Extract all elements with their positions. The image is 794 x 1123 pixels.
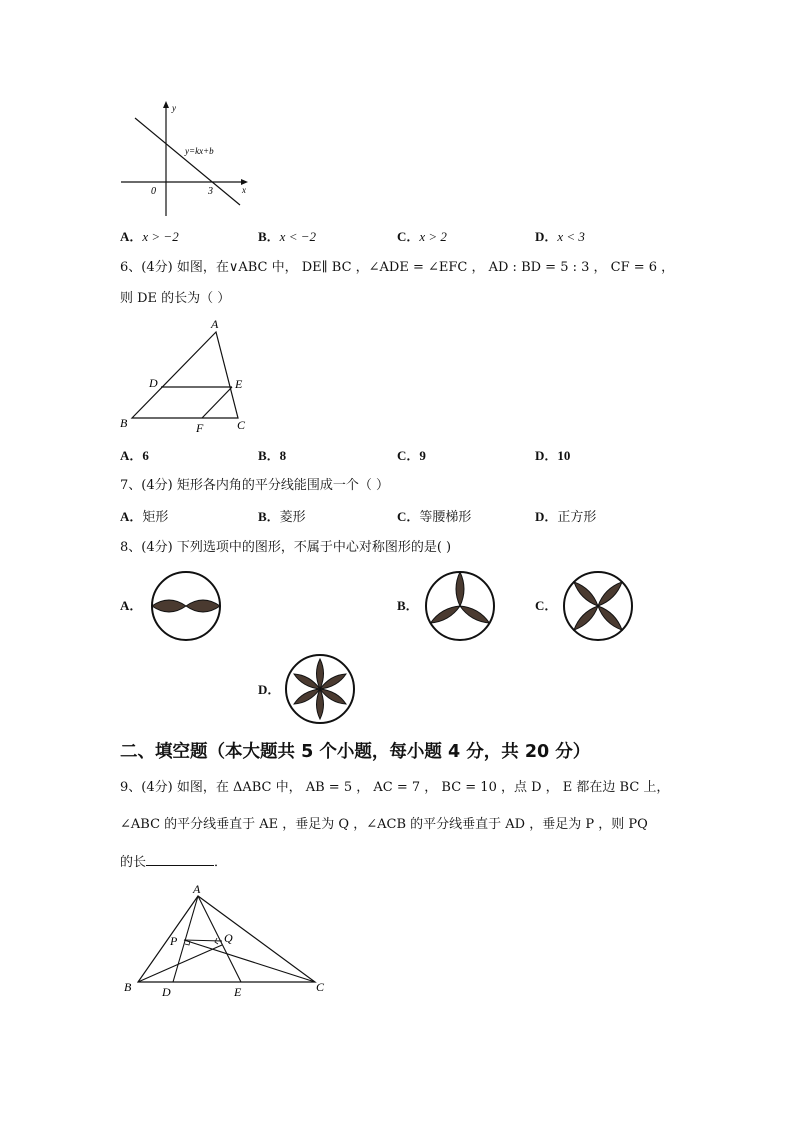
- q5-option-c: [397, 228, 447, 247]
- q8-option-b-figure: [424, 570, 496, 642]
- q9-line2: ∠ABC 的平分线垂直于 AE ，垂足为 Q ，∠ACB 的平分线垂直于 AD ，垂足为 P ，则 PQ: [120, 817, 648, 832]
- segment-ae: [198, 896, 241, 982]
- answer-blank[interactable]: [146, 852, 214, 866]
- q5-option-d: [535, 228, 585, 247]
- option-text: 等腰梯形: [419, 510, 472, 525]
- linear-function-graph: [115, 98, 255, 220]
- function-label: y=kx+b: [185, 146, 214, 156]
- origin-label: 0: [151, 186, 156, 197]
- option-text: 10: [557, 448, 571, 463]
- vertex-a: A: [193, 882, 201, 896]
- option-text: 矩形: [142, 510, 169, 525]
- q8-stem: 8、(4分) 下列选项中的图形，不属于中心对称图形的是( ): [120, 540, 452, 555]
- option-text: x > 2: [419, 229, 447, 244]
- q9-line3: [120, 852, 227, 872]
- q9-line3-suffix: ．: [214, 855, 228, 870]
- q8-option-a-letter: A．: [120, 598, 143, 613]
- option-letter: D．: [535, 509, 558, 524]
- point-q: Q: [224, 931, 233, 945]
- point-d: D: [149, 376, 158, 390]
- vertex-c: C: [237, 418, 246, 432]
- q8-option-b-letter: B．: [397, 598, 419, 613]
- option-letter: B．: [258, 448, 280, 463]
- option-letter: C．: [397, 448, 420, 463]
- q8-option-c-letter: C．: [535, 598, 558, 613]
- q7-stem: 7、(4分) 矩形各内角的平分线能围成一个（ ）: [120, 478, 389, 493]
- point-f: F: [196, 421, 204, 435]
- q8-option-d-letter: D．: [258, 682, 281, 697]
- triangle-abc: [132, 332, 238, 418]
- option-letter: A．: [120, 229, 143, 244]
- q6-option-c: [397, 447, 426, 466]
- option-text: x < −2: [279, 229, 316, 244]
- q9-line3-prefix: 的长: [120, 855, 147, 870]
- q6-option-d: [535, 447, 570, 466]
- segment-ef: [202, 387, 232, 418]
- point-d: D: [162, 985, 171, 999]
- option-text: 正方形: [557, 510, 597, 525]
- q8-option-c-figure: [562, 570, 634, 642]
- q7-option-c: [397, 508, 471, 527]
- y-axis-arrow: [163, 101, 169, 108]
- bisector-c: [184, 940, 315, 982]
- q7-option-d: [535, 508, 596, 527]
- option-letter: B．: [258, 509, 280, 524]
- option-text: x < 3: [557, 229, 585, 244]
- point-p: P: [170, 934, 178, 948]
- option-text: 菱形: [279, 510, 306, 525]
- point-e: E: [234, 985, 242, 999]
- option-letter: B．: [258, 229, 280, 244]
- x-intercept-label: 3: [208, 186, 213, 197]
- option-text: 9: [419, 448, 426, 463]
- option-letter: D．: [535, 229, 558, 244]
- vertex-a: A: [211, 317, 219, 331]
- vertex-c: C: [316, 980, 325, 994]
- option-text: x > −2: [142, 229, 179, 244]
- q9-triangle-figure: [118, 878, 338, 1002]
- point-e: E: [235, 377, 243, 391]
- option-letter: D．: [535, 448, 558, 463]
- option-letter: A．: [120, 509, 143, 524]
- q6-stem-line1: 6、(4分) 如图，在∨ABC 中， DE∥ BC ，∠ADE = ∠EFC ， AD : BD = 5 : 3 ， CF = 6 ，: [120, 260, 675, 275]
- x-axis-label: x: [242, 185, 246, 195]
- q6-triangle-figure: [115, 316, 255, 438]
- q6-option-b: [258, 447, 286, 466]
- section-heading: 二、填空题（本大题共 5 个小题，每小题 4 分，共 20 分）: [120, 742, 591, 762]
- q9-line1: 9、(4分) 如图，在 ΔABC 中， AB = 5 ， AC = 7 ， BC = 10 ，点 D ， E 都在边 BC 上，: [120, 780, 670, 795]
- q6-option-a: [120, 447, 149, 466]
- q7-option-a: [120, 508, 168, 527]
- option-text: 8: [279, 448, 287, 463]
- option-text: 6: [142, 448, 149, 463]
- q8-option-d-figure: [284, 653, 356, 725]
- option-letter: C．: [397, 509, 420, 524]
- q5-option-a: [120, 228, 179, 247]
- option-letter: A．: [120, 448, 143, 463]
- y-axis-label: y: [172, 103, 176, 113]
- vertex-b: B: [124, 980, 132, 994]
- q5-option-b: [258, 228, 316, 247]
- q7-option-b: [258, 508, 306, 527]
- q8-option-a-figure: [150, 570, 222, 642]
- option-letter: C．: [397, 229, 420, 244]
- vertex-b: B: [120, 416, 128, 430]
- q6-stem-line2: 则 DE 的长为（ ）: [120, 291, 231, 306]
